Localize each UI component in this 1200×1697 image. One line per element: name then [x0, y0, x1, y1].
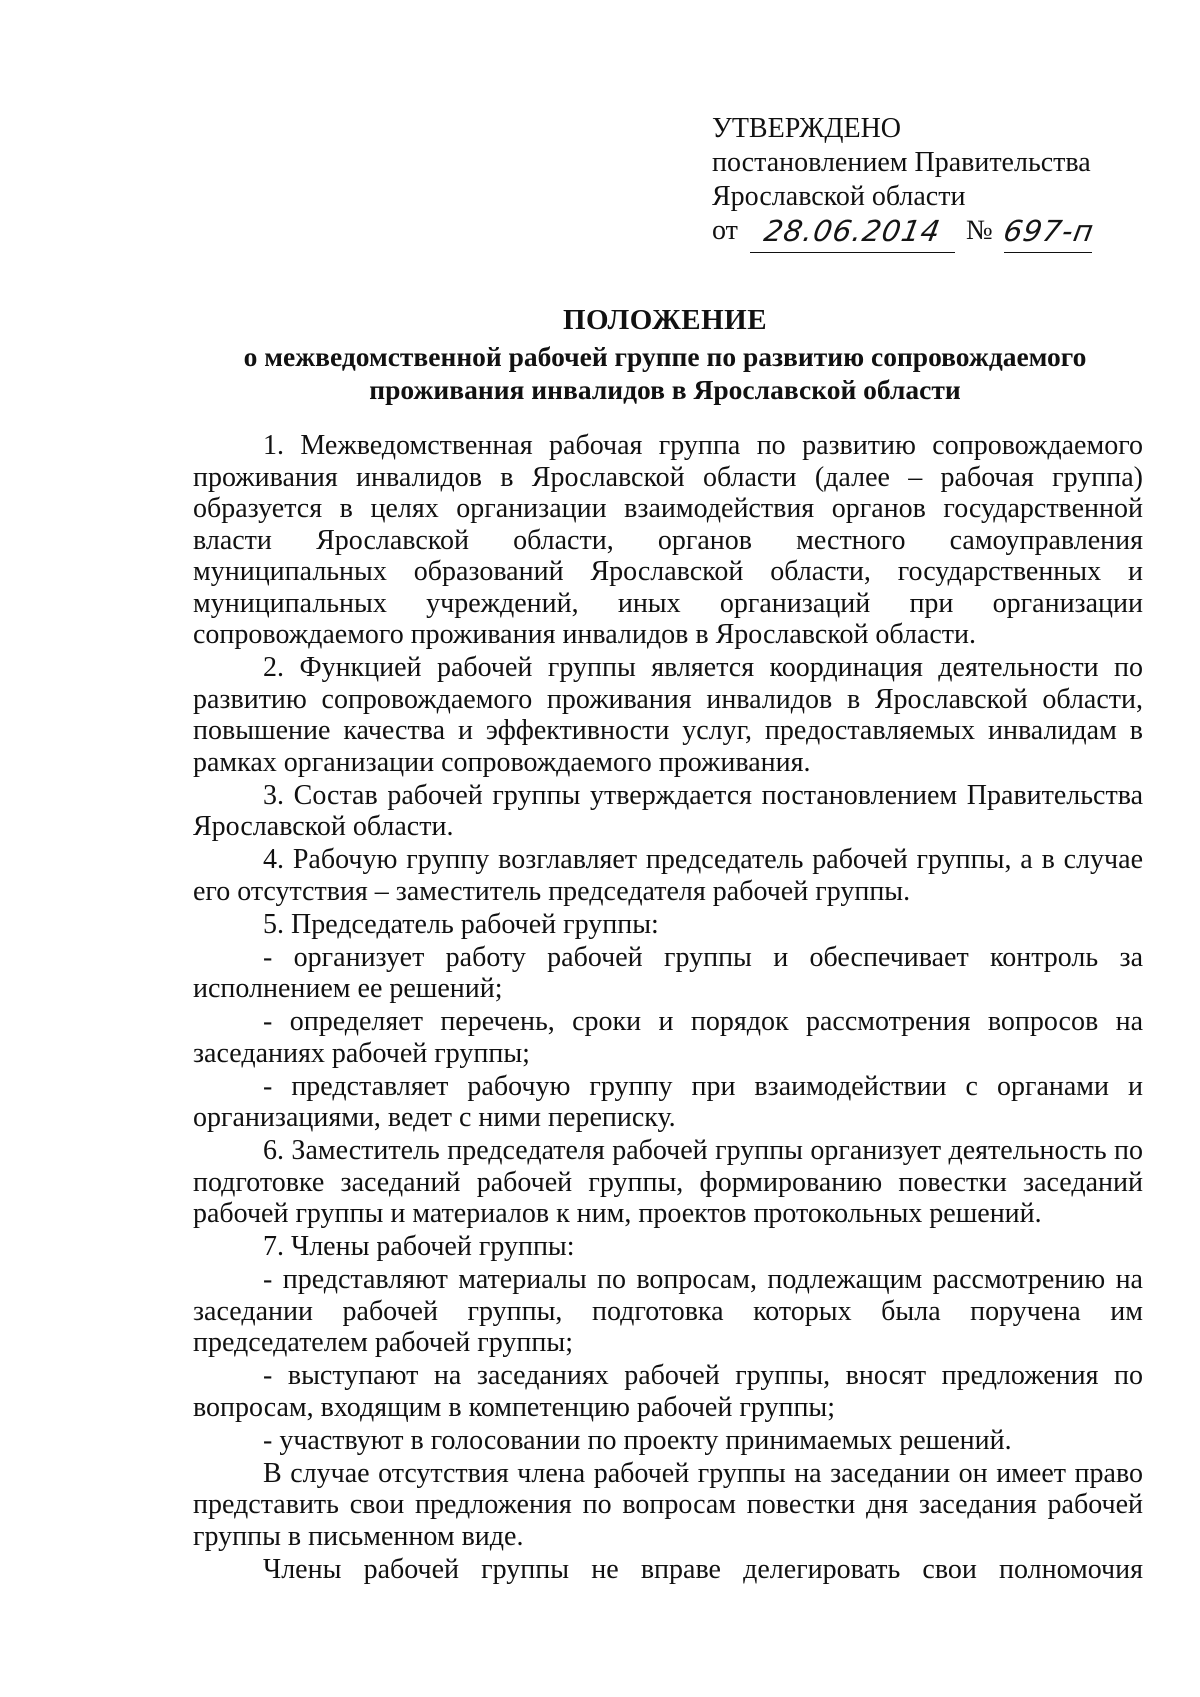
paragraph-3: 3. Состав рабочей группы утверждается постановлением Правительства Ярославской области.	[193, 779, 1143, 842]
absence-paragraph: В случае отсутствия члена рабочей группы на заседании он имеет право представить свои предложения по вопросам повестки дня заседания рабочей группы в письменном виде.	[193, 1457, 1143, 1552]
approval-line-resolution: постановлением Правительства	[712, 147, 1091, 178]
member-duty-3: - участвуют в голосовании по проекту принимаемых решений.	[263, 1424, 1012, 1456]
document-title-block	[190, 300, 1140, 406]
number-field	[1001, 214, 1097, 253]
handwritten-date: 28.06.2014	[761, 214, 944, 248]
date-field	[750, 214, 955, 253]
document-title: ПОЛОЖЕНИЕ	[562, 304, 768, 336]
chairman-duty-3: - представляет рабочую группу при взаимодействии с органами и организациями, ведет с ними переписку.	[193, 1070, 1143, 1133]
paragraph-6: 6. Заместитель председателя рабочей группы организует деятельность по подготовке заседаний рабочей группы, формированию повестки заседаний рабочей группы и материалов к ним, проектов протокольных решений.	[193, 1135, 1143, 1229]
approval-stamp-block	[712, 112, 1142, 254]
paragraph-5: 5. Председатель рабочей группы:	[263, 908, 659, 940]
date-prefix-label: от	[712, 215, 738, 246]
chairman-duty-1: - организует работу рабочей группы и обеспечивает контроль за исполнением ее решений;	[193, 941, 1143, 1004]
member-duty-2: - выступают на заседаниях рабочей группы, вносят предложения по вопросам, входящим в компетенцию рабочей группы;	[193, 1360, 1143, 1423]
paragraph-7: 7. Члены рабочей группы:	[263, 1231, 575, 1262]
approval-line-region: Ярославской области	[712, 181, 966, 212]
paragraph-2: 2. Функцией рабочей группы является координация деятельности по развитию сопровождаемого проживания инвалидов в Ярославской области, повышение качества и эффективности услуг, предоставляемых инвалидам в рамках организации сопровождаемого проживания.	[193, 652, 1143, 778]
document-body	[193, 430, 1143, 1587]
delegation-paragraph: Члены рабочей группы не вправе делегировать свои полномочия	[263, 1553, 1143, 1585]
paragraph-1: 1. Межведомственная рабочая группа по развитию сопровождаемого проживания инвалидов в Ярославской области (далее – рабочая группа) образуется в целях организации взаимодействия органов государственной власти Ярославской области, органов местного самоуправления муниципальных образований Ярославской области, государственных и муниципальных учреждений, иных организаций при организации сопровождаемого проживания инвалидов в Ярославской области.	[193, 430, 1143, 650]
approval-heading: УТВЕРЖДЕНО	[712, 113, 902, 144]
paragraph-4: 4. Рабочую группу возглавляет председатель рабочей группы, а в случае его отсутствия – заместитель председателя рабочей группы.	[193, 844, 1143, 907]
number-prefix-label: №	[966, 215, 993, 246]
document-subtitle: о межведомственной рабочей группе по развитию сопровождаемого проживания инвалидов в Ярославской области	[243, 341, 1087, 405]
chairman-duty-2: - определяет перечень, сроки и порядок рассмотрения вопросов на заседаниях рабочей группы;	[193, 1006, 1143, 1069]
approval-date-number-row	[712, 214, 1142, 254]
handwritten-number: 697-п	[1001, 214, 1097, 248]
member-duty-1: - представляют материалы по вопросам, подлежащим рассмотрению на заседании рабочей группы, подготовка которых была поручена им председателем рабочей группы;	[193, 1264, 1143, 1358]
